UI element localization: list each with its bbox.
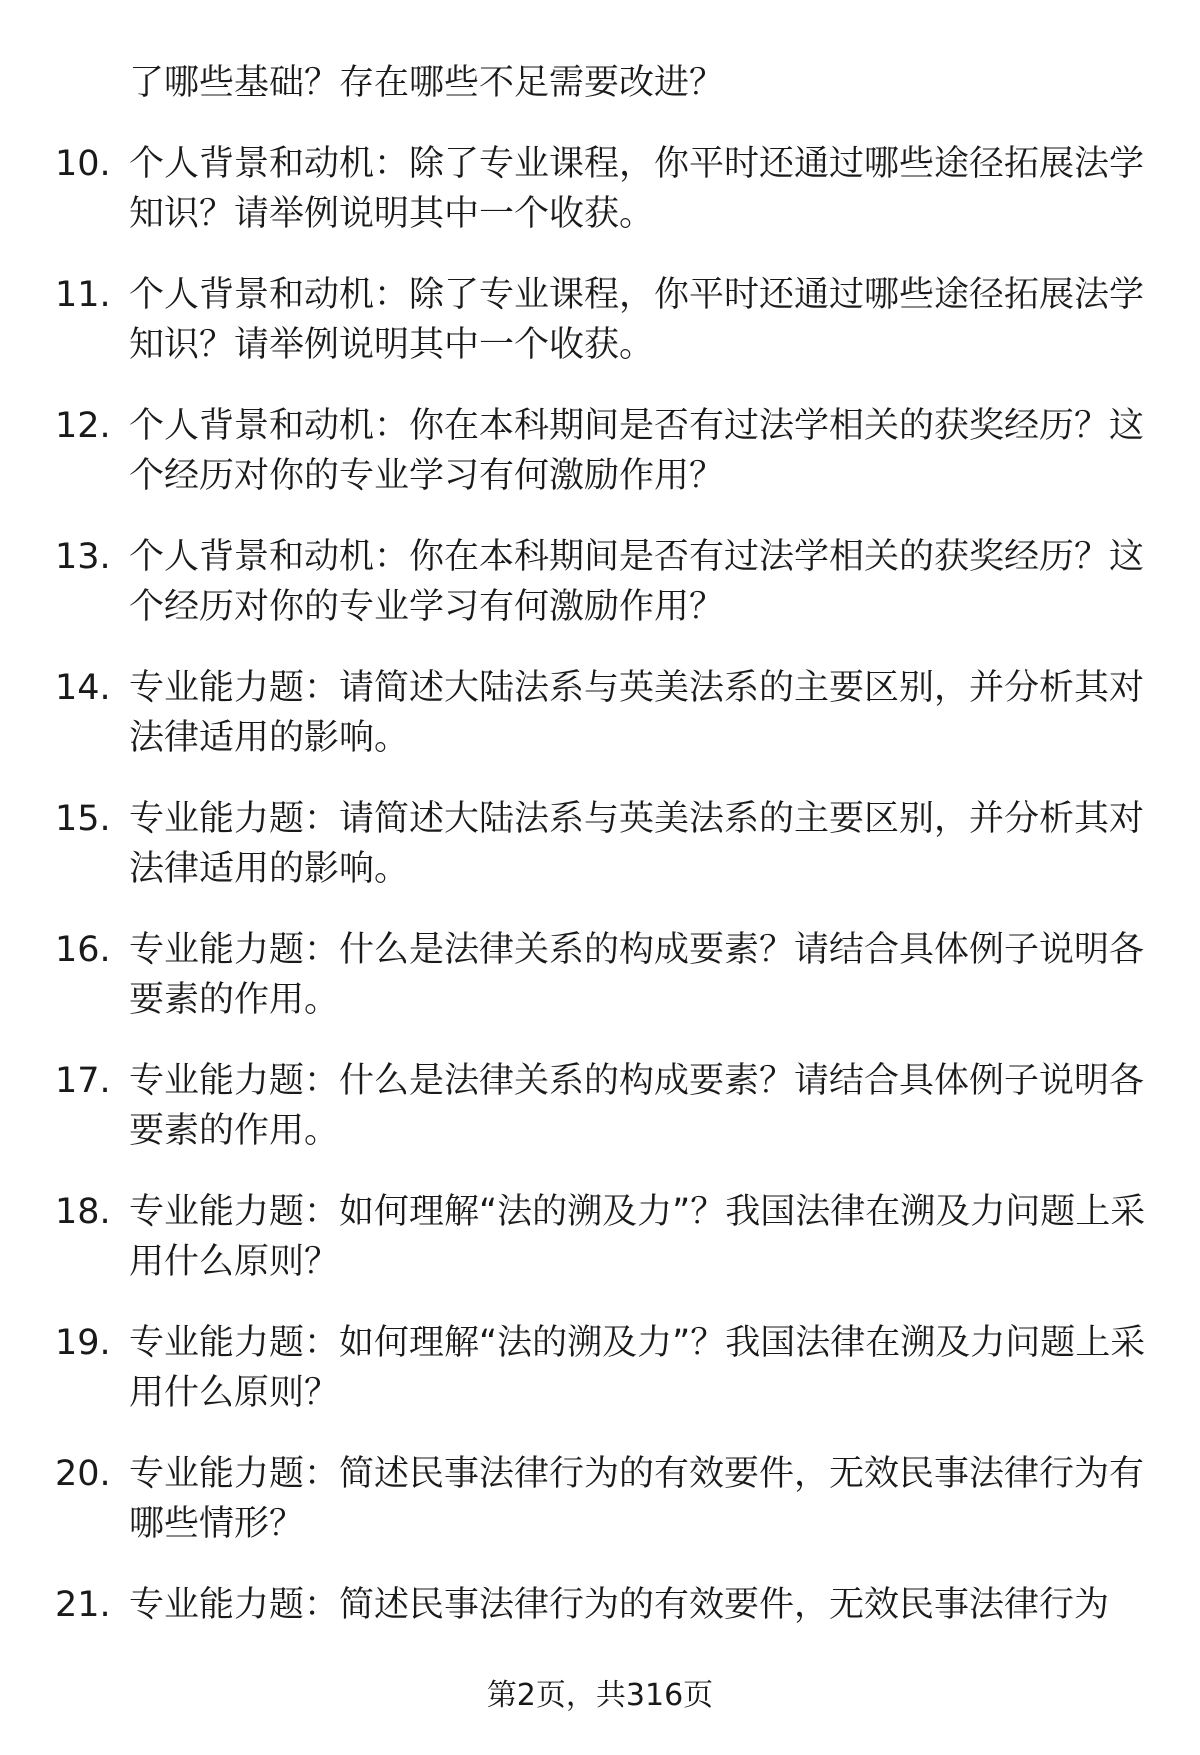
item-number: 20. bbox=[55, 1454, 111, 1494]
item-number: 10. bbox=[55, 144, 111, 184]
item-number: 15. bbox=[55, 799, 111, 839]
item-number: 13. bbox=[55, 537, 111, 577]
item-number: 16. bbox=[55, 930, 111, 970]
item-text: 个人背景和动机：你在本科期间是否有过法学相关的获奖经历？这个经历对你的专业学习有何激励作用？ bbox=[129, 406, 1145, 496]
list-item bbox=[0, 925, 1200, 1056]
item-text: 专业能力题：如何理解“法的溯及力”？我国法律在溯及力问题上采用什么原则？ bbox=[129, 1323, 1146, 1413]
item-number: 11. bbox=[55, 275, 111, 315]
item-text: 专业能力题：如何理解“法的溯及力”？我国法律在溯及力问题上采用什么原则？ bbox=[129, 1192, 1146, 1282]
question-list bbox=[0, 139, 1200, 1711]
list-item bbox=[0, 663, 1200, 794]
item-number: 18. bbox=[55, 1192, 111, 1232]
item-text: 专业能力题：请简述大陆法系与英美法系的主要区别，并分析其对法律适用的影响。 bbox=[129, 799, 1145, 889]
list-item bbox=[0, 1056, 1200, 1187]
item-text: 个人背景和动机：除了专业课程，你平时还通过哪些途径拓展法学知识？请举例说明其中一个收获。 bbox=[129, 144, 1145, 234]
list-item bbox=[0, 401, 1200, 532]
item-number: 14. bbox=[55, 668, 111, 708]
list-item bbox=[0, 794, 1200, 925]
item-number: 12. bbox=[55, 406, 111, 446]
list-item bbox=[0, 1187, 1200, 1318]
item-text: 专业能力题：什么是法律关系的构成要素？请结合具体例子说明各要素的作用。 bbox=[129, 930, 1145, 1020]
item-text: 个人背景和动机：你在本科期间是否有过法学相关的获奖经历？这个经历对你的专业学习有何激励作用？ bbox=[129, 537, 1145, 627]
item-text: 个人背景和动机：除了专业课程，你平时还通过哪些途径拓展法学知识？请举例说明其中一个收获。 bbox=[129, 275, 1145, 365]
list-item bbox=[0, 1318, 1200, 1449]
item-number: 17. bbox=[55, 1061, 111, 1101]
list-item bbox=[0, 139, 1200, 270]
page-footer: 第2页，共316页 bbox=[486, 1678, 714, 1713]
item-text: 专业能力题：请简述大陆法系与英美法系的主要区别，并分析其对法律适用的影响。 bbox=[129, 668, 1145, 758]
continuation-text: 了哪些基础？存在哪些不足需要改进？ bbox=[129, 63, 725, 103]
item-text: 专业能力题：简述民事法律行为的有效要件，无效民事法律行为 bbox=[129, 1585, 1110, 1625]
item-text: 专业能力题：什么是法律关系的构成要素？请结合具体例子说明各要素的作用。 bbox=[129, 1061, 1145, 1151]
item-number: 21. bbox=[55, 1585, 111, 1625]
list-item bbox=[0, 1449, 1200, 1580]
list-item bbox=[0, 270, 1200, 401]
item-number: 19. bbox=[55, 1323, 111, 1363]
item-text: 专业能力题：简述民事法律行为的有效要件，无效民事法律行为有哪些情形？ bbox=[129, 1454, 1145, 1544]
list-item bbox=[0, 532, 1200, 663]
